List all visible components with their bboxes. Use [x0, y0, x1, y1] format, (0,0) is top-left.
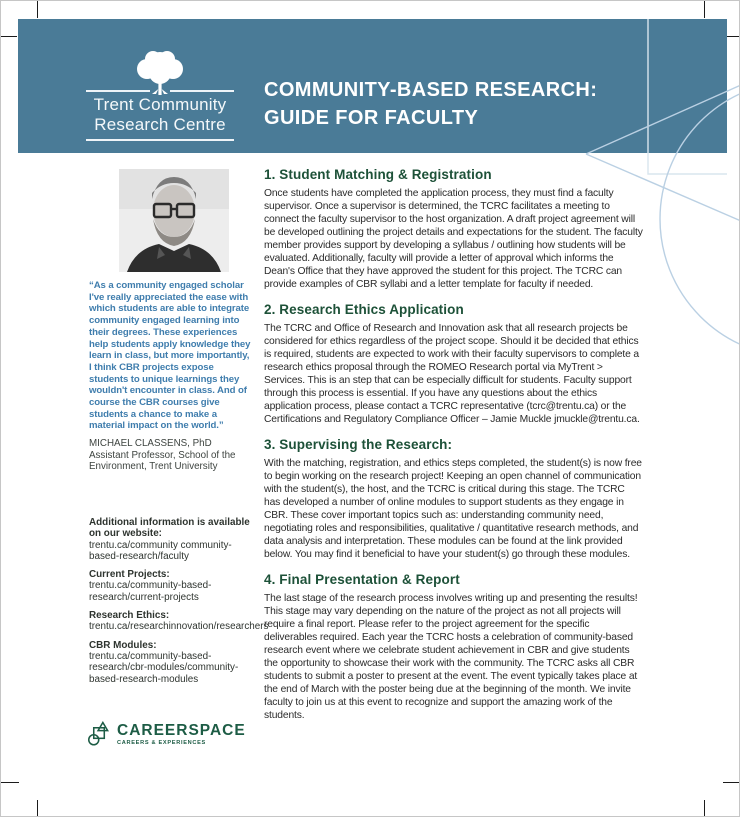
info-url: trentu.ca/researchinnovation/researchers: [89, 621, 269, 633]
page-title: [264, 76, 597, 132]
crop-mark: [37, 1, 38, 18]
crop-mark: [1, 782, 19, 783]
info-item-current-projects: [89, 569, 253, 603]
crop-mark: [1, 36, 17, 37]
info-label: Additional information is available on our website:: [89, 517, 250, 540]
info-url: trentu.ca/community community-based-research/faculty: [89, 539, 232, 562]
section-2-heading: 2. Research Ethics Application: [264, 302, 464, 317]
crop-mark: [704, 1, 705, 18]
tree-icon: [86, 49, 234, 95]
quote-author: MICHAEL CLASSENS, PhD: [89, 438, 212, 449]
careerspace-logo: [88, 721, 246, 747]
crop-mark: [37, 800, 38, 817]
logo-text-line1: Trent Community: [93, 95, 227, 114]
info-url: trentu.ca/community-based-research/cbr-modules/community-based-research-modules: [89, 650, 239, 685]
section-4-heading: 4. Final Presentation & Report: [264, 572, 460, 587]
main-content: [264, 161, 643, 733]
trent-crc-logo: [86, 49, 234, 141]
additional-info-list: [89, 517, 269, 692]
section-1-heading: 1. Student Matching & Registration: [264, 167, 492, 182]
header-banner: [18, 19, 727, 153]
info-item-cbr-modules: [89, 640, 253, 685]
careerspace-wordmark: CAREERSPACE: [117, 721, 246, 739]
page-title-line1: COMMUNITY-BASED RESEARCH:: [264, 79, 598, 101]
careerspace-tagline: CAREERS & EXPERIENCES: [117, 739, 206, 746]
info-label: CBR Modules:: [89, 639, 157, 651]
section-1-body: Once students have completed the application process, they must find a faculty supervisor. Once a supervisor is determined, the TCRC facilitates a meeting to connect the faculty supervisor to the host organization. A draft project agreement will be developed outlining the project details and expectations for the student. The faculty member provides support by developing a syllabus / outlining how students will be evaluated. Additionally, faculty will provide a letter of approval which informs the Dean's Office that they have approved the student for this project. The TCRC can provide examples of CBR syllabi and a letter template for faculty if needed.: [264, 188, 643, 290]
faculty-quote: “As a community engaged scholar I've really appreciated the ease with which students are able to integrate community engaged learning into their degrees. These experiences help students apply knowledge they learn in class, but more importantly, I think CBR projects expose students to unique learnings they wouldn't encounter in class. And of course the CBR courses give students a chance to make a material impact on the world.”: [89, 280, 251, 432]
crop-mark: [723, 782, 740, 783]
careerspace-shapes-icon: [88, 721, 111, 747]
faculty-portrait-photo: [119, 169, 229, 272]
info-label: Research Ethics:: [89, 610, 170, 622]
crop-mark: [704, 800, 705, 817]
logo-text-line2: Research Centre: [94, 115, 226, 134]
logo-rule: [86, 139, 234, 141]
quote-attribution: [89, 438, 257, 473]
section-3-heading: 3. Supervising the Research:: [264, 437, 453, 452]
section-2-body: The TCRC and Office of Research and Innovation ask that all research projects be considered for ethics regardless of the project scope. Should it be decided that ethics is required, students are expected to work with their faculty supervisors to complete a research ethics proposal through the ROMEO Research portal via MyTrent > Services. This is an step that can be especially difficult for students. Faculty support through this process is essential. If you have any questions about the ethics application process, please contact a TCRC representative (tcrc@trentu.ca) or the Certifications and Regulatory Compliance Officer – Jamie Muckle jmuckle@trentu.ca.: [264, 323, 640, 425]
section-4-body: The last stage of the research process involves writing up and presenting the results! This stage may vary depending on the nature of the project as not all projects will require a final report. Please refer to the project agreement for the specific deliverables required. Each year the TCRC hosts a celebration of community-based research event where we celebrate student achievement in CBR and give students the opportunity to showcase their work with the community. The TCRC asks all CBR students to submit a poster to present at the event. The event typically takes place at the end of March with the poster being due at the beginning of the month. We invite faculty to join us at this event to recognize and support the amazing work of the students.: [264, 593, 638, 721]
info-label: Current Projects:: [89, 569, 170, 581]
quote-author-role: Assistant Professor, School of the Environment, Trent University: [89, 449, 236, 473]
info-item-website: [89, 517, 253, 562]
info-item-research-ethics: [89, 610, 269, 633]
section-3-body: With the matching, registration, and ethics steps completed, the student(s) is now free to begin working on the research project! Keeping an open channel of communication with the student(s), the host, and the TCRC is critical during this stage. The TCRC has developed a number of online modules to support students as they engage in CBR. These cover important topics such as: understanding community need, negotiating roles and responsibilities, qualitative / quantitative research methods, and data analysis and interpretation. These modules can be found at the link provided below. You may find it beneficial to have your student(s) go through these modules.: [264, 458, 642, 560]
info-url: trentu.ca/community-based-research/current-projects: [89, 580, 212, 603]
page-title-line2: GUIDE FOR FACULTY: [264, 107, 479, 129]
